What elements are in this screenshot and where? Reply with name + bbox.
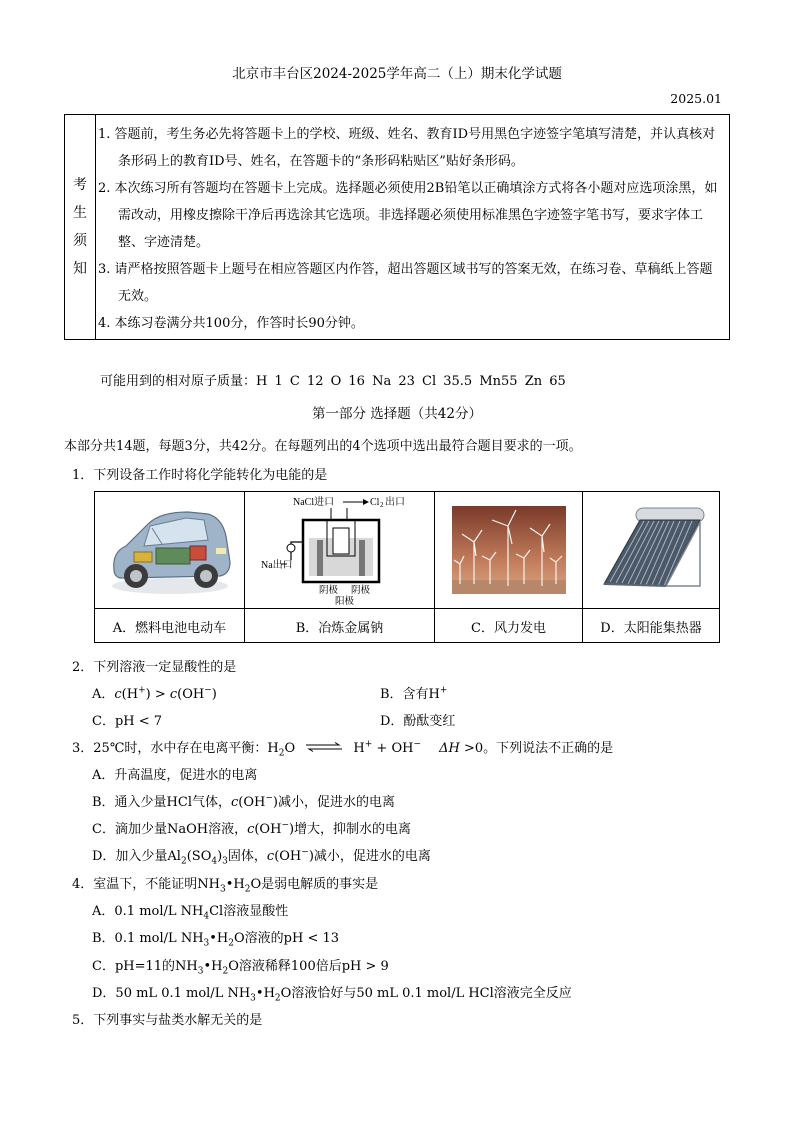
option-c-cell — [435, 492, 583, 642]
text: )减小，促进水的电离 — [272, 795, 395, 810]
question-2-option-d: D．酚酞变红 — [380, 714, 456, 729]
notice-item: 3. 请严格按照答题卡上题号在相应答题区内作答，超出答题区域书写的答案无效，在练习卷、草稿纸上答题无效。 — [98, 262, 713, 304]
sup: + — [364, 739, 373, 750]
sup: − — [265, 793, 273, 804]
question-2-option-c: C．pH < 7 — [92, 714, 163, 729]
option-a-label: A．燃料电池电动车 — [95, 608, 244, 643]
question-3-stem — [72, 737, 613, 759]
question-1-options-table — [94, 491, 720, 643]
question-1-stem: 1．下列设备工作时将化学能转化为电能的是 — [72, 468, 328, 483]
atomic-mass-line: 可能用到的相对原子质量：H 1 C 12 O 16 Na 23 Cl 35.5 Mn55 Zn 65 — [100, 374, 566, 389]
option-d-cell — [583, 492, 719, 642]
text: (H — [121, 687, 139, 702]
opt-prefix: A． — [92, 687, 115, 702]
text: O溶液稀释100倍后pH > 9 — [228, 959, 389, 974]
question-2-option-b — [380, 683, 447, 702]
option-a-cell — [95, 492, 245, 642]
option-b-cell — [245, 492, 435, 642]
notice-item: 1. 答题前，考生务必先将答题卡上的学校、班级、姓名、教育ID号用黑色字迹签字笔填写清楚，并认真核对条形码上的教育ID号、姓名，在答题卡的“条形码粘贴区”贴好条形码。 — [98, 127, 716, 169]
text: C．pH=11的NH — [92, 959, 198, 974]
label-nacl-inlet: NaCl进口 — [292, 497, 334, 508]
text: B．通入少量HCl气体， — [92, 795, 231, 810]
solar-heater-image — [583, 492, 719, 608]
question-3-option-a: A．升高温度，促进水的电离 — [92, 768, 258, 783]
sub: 4 — [203, 911, 210, 922]
question-4-option-d — [92, 982, 572, 1004]
sub: 2 — [274, 993, 281, 1004]
question-4-stem — [72, 873, 378, 895]
notice-side-char: 生 — [73, 205, 87, 221]
text: ) — [211, 687, 217, 702]
text: O — [284, 741, 296, 756]
label-cl2-sub: 2 — [379, 501, 383, 509]
text: •H — [225, 877, 245, 892]
text: (OH — [274, 849, 302, 864]
sub: 3 — [250, 993, 256, 1004]
sup: − — [301, 847, 309, 858]
sub: 2 — [228, 938, 235, 949]
question-2-option-a — [92, 683, 217, 702]
label-anode: 阳极 — [334, 597, 354, 606]
text: O溶液恰好与50 mL 0.1 mol/L HCl溶液完全反应 — [280, 986, 572, 1001]
text: 3．25℃时，水中存在电离平衡：H — [72, 741, 279, 756]
text: O是弱电解质的事实是 — [250, 877, 379, 892]
text: 固体， — [227, 849, 267, 864]
label-cathode-2: 阴极 — [350, 586, 370, 596]
text: B．含有H — [380, 687, 440, 702]
equilibrium-arrow-icon — [305, 741, 343, 756]
text: D．加入少量Al — [92, 849, 181, 864]
question-3-option-c — [92, 818, 411, 837]
sup: − — [204, 685, 212, 696]
label-cl2-outlet: 出口 — [384, 497, 405, 508]
var-c: c — [247, 822, 255, 837]
text: O溶液的pH < 13 — [234, 931, 340, 946]
text: •H — [255, 986, 275, 1001]
delta-h: ΔH — [439, 741, 460, 756]
sub: 4 — [211, 856, 218, 867]
text: (OH — [238, 795, 266, 810]
notice-box — [64, 114, 730, 340]
text: ) — [217, 849, 223, 864]
label-na-outlet: Na出口 — [260, 560, 293, 571]
sub: 2 — [244, 884, 251, 895]
electrolysis-cell-diagram — [245, 492, 434, 608]
text: •H — [209, 931, 229, 946]
sub: 3 — [197, 966, 204, 977]
sup: − — [281, 820, 289, 831]
text: •H — [203, 959, 223, 974]
var-c: c — [114, 687, 122, 702]
question-4-option-b — [92, 927, 339, 949]
text: (SO — [186, 849, 212, 864]
text — [439, 741, 460, 756]
text: A．0.1 mol/L NH — [92, 904, 204, 919]
label-cathode: 阴极 — [318, 586, 338, 596]
text: + OH — [372, 741, 414, 756]
sub: 2 — [278, 748, 285, 759]
text: D．50 mL 0.1 mol/L NH — [92, 986, 251, 1001]
notice-side-char: 知 — [73, 261, 87, 277]
text: ) > — [145, 687, 170, 702]
text: Cl溶液显酸性 — [209, 904, 289, 919]
wind-farm-image — [435, 492, 582, 608]
sup: + — [439, 685, 448, 696]
sub: 2 — [222, 966, 229, 977]
fuel-cell-car-image — [95, 492, 244, 608]
text: H — [353, 741, 365, 756]
notice-side-char: 须 — [73, 233, 87, 249]
notice-side-char: 考 — [73, 177, 87, 193]
label-cl2: Cl — [369, 497, 379, 508]
option-c-label: C．风力发电 — [435, 608, 582, 643]
text: 4．室温下，不能证明NH — [72, 877, 220, 892]
part-title: 第一部分 选择题（共42分） — [312, 406, 482, 422]
sup: − — [413, 739, 421, 750]
notice-item: 4. 本练习卷满分共100分，作答时长90分钟。 — [98, 316, 364, 331]
text: )减小，促进水的电离 — [308, 849, 431, 864]
notice-item: 2. 本次练习所有答题均在答题卡上完成。选择题必须使用2B铅笔以正确填涂方式将各小题对应选项涂黑，如需改动，用橡皮擦除干净后再选涂其它选项。非选择题必须使用标准黑色字迹签字笔书写，要求字体工整、字迹清楚。 — [98, 181, 718, 250]
sub: 3 — [203, 938, 210, 949]
notice-side-label — [65, 115, 96, 339]
var-c: c — [231, 795, 239, 810]
sub: 3 — [219, 884, 226, 895]
question-5-stem: 5．下列事实与盐类水解无关的是 — [72, 1013, 263, 1028]
question-4-option-c — [92, 955, 389, 977]
sub: 3 — [222, 856, 228, 867]
question-2-stem: 2．下列溶液一定显酸性的是 — [72, 660, 237, 675]
sub: 2 — [180, 856, 187, 867]
part-description: 本部分共14题，每题3分，共42分。在每题列出的4个选项中选出最符合题目要求的一项。 — [64, 439, 582, 454]
question-3-option-b — [92, 791, 395, 810]
text: C．滴加少量NaOH溶液， — [92, 822, 248, 837]
exam-date: 2025.01 — [670, 91, 722, 106]
question-3-option-d — [92, 845, 431, 867]
option-d-label: D．太阳能集热器 — [583, 608, 719, 643]
var-c: c — [266, 849, 275, 864]
text: (OH — [177, 687, 205, 702]
text: (OH — [254, 822, 282, 837]
question-4-option-a — [92, 900, 288, 922]
notice-body — [98, 121, 725, 337]
sup: + — [138, 685, 146, 696]
text: >0。下列说法不正确的是 — [459, 741, 614, 756]
text: B．0.1 mol/L NH — [92, 931, 204, 946]
option-b-label: B．冶炼金属钠 — [245, 608, 434, 643]
page-title: 北京市丰台区2024-2025学年高二（上）期末化学试题 — [232, 66, 562, 82]
var-c: c — [169, 687, 178, 702]
text: )增大，抑制水的电离 — [288, 822, 412, 837]
